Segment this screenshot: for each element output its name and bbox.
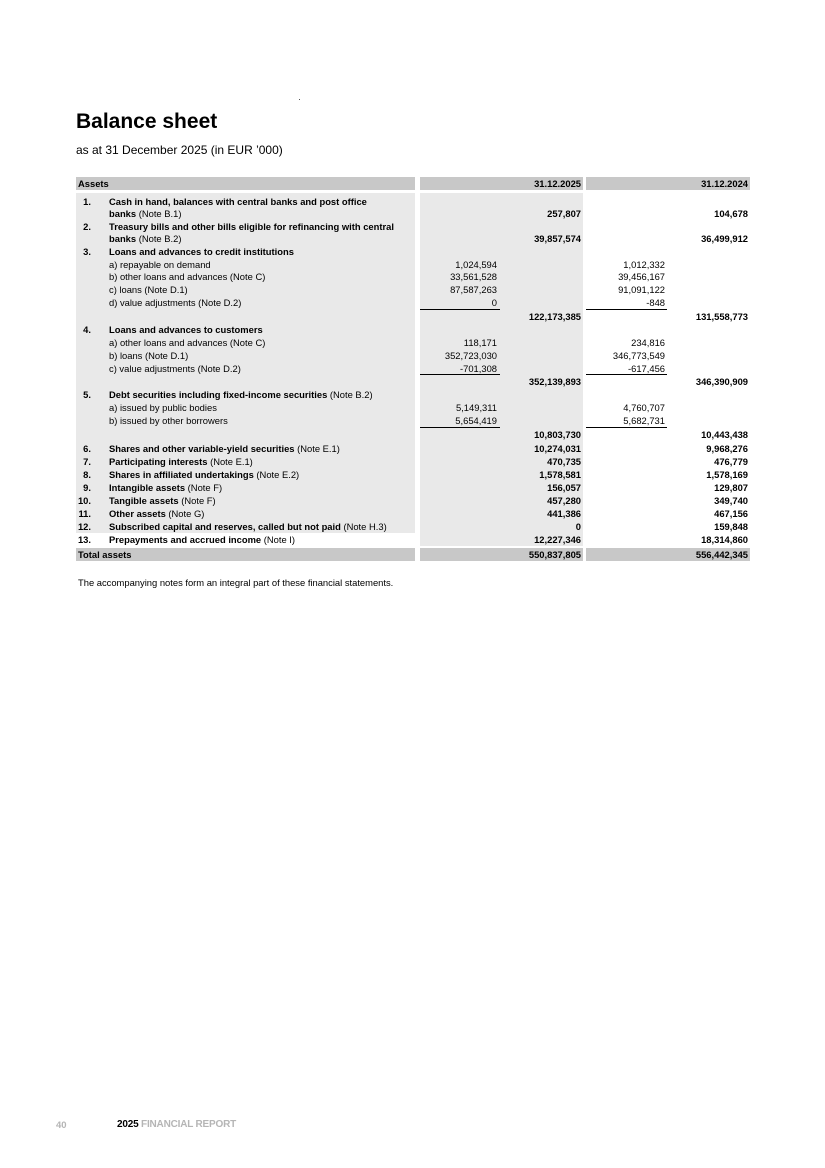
row-label <box>109 232 181 245</box>
row-label-bold: Shares in affiliated undertakings <box>109 469 254 480</box>
row-label-bold: banks <box>109 208 137 219</box>
table-row <box>76 442 750 455</box>
table-row <box>76 481 750 494</box>
detail-2025-cell: 87,587,263 <box>450 284 497 295</box>
total-assets-label: Total assets <box>78 549 132 560</box>
subtotal-underline <box>586 427 667 428</box>
table-row <box>76 414 750 427</box>
table-row <box>76 494 750 507</box>
row-label <box>109 520 387 533</box>
table-row <box>76 401 750 414</box>
row-number: 4. <box>83 324 91 335</box>
total-2024-cell: 129,807 <box>714 482 748 493</box>
row-label-bold: Tangible assets <box>109 495 179 506</box>
row-label-bold: Cash in hand, balances with central banks and post office <box>109 196 367 207</box>
report-name: FINANCIAL REPORT <box>141 1119 236 1130</box>
row-label-bold: Subscribed capital and reserves, called but not paid <box>109 521 341 532</box>
row-label-bold: Other assets <box>109 508 166 519</box>
row-label-bold: Loans and advances to credit institutions <box>109 246 294 257</box>
footnote: The accompanying notes form an integral part of these financial statements. <box>78 577 394 588</box>
detail-2024-cell: -848 <box>646 297 665 308</box>
total-2024-cell: 104,678 <box>714 208 748 219</box>
table-row <box>76 375 750 388</box>
detail-2025-cell: 0 <box>491 297 497 308</box>
row-label <box>109 349 188 362</box>
row-label-plain: a) repayable on demand <box>109 259 211 270</box>
row-label-plain: (Note F) <box>185 482 223 493</box>
row-number: 8. <box>83 469 91 480</box>
subtotal-underline <box>420 309 500 310</box>
row-number: 12. <box>77 521 91 532</box>
row-label-plain: (Note E.1) <box>207 456 253 467</box>
total-2024-cell: 18,314,860 <box>701 534 748 545</box>
detail-2024-cell: -617,456 <box>627 363 665 374</box>
row-label <box>109 245 294 258</box>
total-2025-cell: 457,280 <box>547 495 581 506</box>
row-label <box>109 442 340 455</box>
row-label <box>109 362 241 375</box>
col-2025-header <box>420 177 583 190</box>
total-2025-cell: 10,803,730 <box>534 429 581 440</box>
table-row <box>76 207 750 220</box>
subtotal-underline <box>420 374 500 375</box>
detail-2025-cell: 118,171 <box>463 337 497 348</box>
row-label-plain: (Note H.3) <box>340 521 387 532</box>
row-number: 2. <box>83 221 91 232</box>
row-label <box>109 388 373 401</box>
row-label <box>109 455 253 468</box>
col-2024-header-label: 31.12.2024 <box>701 178 748 189</box>
total-2025-cell: 156,057 <box>547 482 581 493</box>
stray-dot <box>299 99 300 100</box>
row-label-bold: Debt securities including fixed-income securities <box>109 389 328 400</box>
row-label-plain: a) issued by public bodies <box>109 402 217 413</box>
total-assets-2024-bar <box>586 548 750 561</box>
subtotal-underline <box>586 374 667 375</box>
row-label <box>109 533 295 546</box>
report-year: 2025 <box>117 1119 139 1130</box>
table-row <box>76 232 750 245</box>
row-label <box>109 494 216 507</box>
row-number: 13. <box>77 534 91 545</box>
row-label <box>109 323 263 336</box>
row-label <box>109 336 265 349</box>
row-number: 10. <box>77 495 91 506</box>
total-2024-cell: 131,558,773 <box>695 311 748 322</box>
detail-2024-cell: 1,012,332 <box>623 259 665 270</box>
table-row <box>76 388 750 401</box>
total-2025-cell: 352,139,893 <box>528 376 581 387</box>
page-subtitle: as at 31 December 2025 (in EUR ’000) <box>76 143 283 157</box>
row-label-plain: (Note G) <box>165 508 205 519</box>
row-label <box>109 296 241 309</box>
detail-2025-cell: 5,149,311 <box>455 402 497 413</box>
row-label-plain: (Note E.2) <box>253 469 300 480</box>
row-label-bold: Participating interests <box>109 456 208 467</box>
row-label <box>109 207 181 220</box>
row-label <box>109 481 222 494</box>
total-2025-cell: 10,274,031 <box>534 443 581 454</box>
row-label <box>109 414 228 427</box>
total-2024-cell: 346,390,909 <box>695 376 748 387</box>
assets-header <box>76 177 415 190</box>
col-2024-header <box>586 177 750 190</box>
total-2025-cell: 39,857,574 <box>534 233 581 244</box>
total-2025-cell: 12,227,346 <box>534 534 581 545</box>
row-label-plain: (Note B.2) <box>136 233 182 244</box>
row-number: 5. <box>83 389 91 400</box>
row-number: 11. <box>78 508 91 519</box>
row-label-plain: c) value adjustments (Note D.2) <box>109 363 241 374</box>
table-row <box>76 468 750 481</box>
row-label-plain: (Note F) <box>178 495 216 506</box>
row-number: 7. <box>83 456 91 467</box>
subtotal-underline <box>586 309 667 310</box>
total-2025-cell: 1,578,581 <box>539 469 581 480</box>
report-footer <box>117 1119 236 1130</box>
total-assets-2025-bar <box>420 548 583 561</box>
table-row <box>76 533 750 546</box>
row-label <box>109 468 299 481</box>
total-2024-cell: 36,499,912 <box>701 233 748 244</box>
row-label <box>109 401 217 414</box>
table-row <box>76 520 750 533</box>
row-label-plain: (Note B.1) <box>136 208 182 219</box>
table-row <box>76 323 750 336</box>
table-row <box>76 245 750 258</box>
row-number: 6. <box>83 443 91 454</box>
detail-2025-cell: 33,561,528 <box>450 271 497 282</box>
row-number: 9. <box>83 482 91 493</box>
row-label <box>109 270 265 283</box>
total-2024-cell: 1,578,169 <box>706 469 748 480</box>
row-label-bold: Loans and advances to customers <box>109 324 263 335</box>
total-2025-cell: 470,735 <box>547 456 581 467</box>
table-row <box>76 455 750 468</box>
row-label-bold: banks <box>109 233 137 244</box>
page-number: 40 <box>56 1120 67 1131</box>
row-label-plain: (Note E.1) <box>294 443 340 454</box>
total-assets-2024: 556,442,345 <box>695 549 748 560</box>
total-assets-2025: 550,837,805 <box>528 549 581 560</box>
detail-2024-cell: 234,816 <box>631 337 665 348</box>
row-label-plain: d) value adjustments (Note D.2) <box>109 297 242 308</box>
table-row <box>76 296 750 309</box>
row-label-bold: Treasury bills and other bills eligible for refinancing with central <box>109 221 394 232</box>
detail-2024-cell: 4,760,707 <box>623 402 665 413</box>
detail-2024-cell: 39,456,167 <box>618 271 665 282</box>
row-label-plain: c) loans (Note D.1) <box>109 284 188 295</box>
table-row <box>76 349 750 362</box>
row-label <box>109 507 204 520</box>
total-2024-cell: 9,968,276 <box>706 443 748 454</box>
row-label-bold: Shares and other variable-yield securities <box>109 443 295 454</box>
detail-2025-cell: -701,308 <box>459 363 497 374</box>
row-number: 3. <box>83 246 91 257</box>
assets-header-label: Assets <box>78 178 109 189</box>
row-number: 1. <box>83 196 91 207</box>
detail-2025-cell: 5,654,419 <box>455 415 497 426</box>
table-row <box>76 310 750 323</box>
total-assets-label-bar <box>76 548 415 561</box>
row-label-plain: b) loans (Note D.1) <box>109 350 189 361</box>
row-label-plain: (Note I) <box>261 534 296 545</box>
total-2024-cell: 10,443,438 <box>701 429 748 440</box>
total-2025-cell: 0 <box>575 521 581 532</box>
subtotal-underline <box>420 427 500 428</box>
detail-2025-cell: 352,723,030 <box>444 350 497 361</box>
row-label <box>109 283 188 296</box>
total-2025-cell: 441,386 <box>547 508 581 519</box>
detail-2025-cell: 1,024,594 <box>455 259 497 270</box>
detail-2024-cell: 91,091,122 <box>618 284 665 295</box>
row-label-plain: a) other loans and advances (Note C) <box>109 337 266 348</box>
row-label-plain: (Note B.2) <box>327 389 373 400</box>
total-2024-cell: 349,740 <box>714 495 748 506</box>
row-label-plain: b) issued by other borrowers <box>109 415 228 426</box>
table-row <box>76 428 750 441</box>
total-2024-cell: 159,848 <box>714 521 748 532</box>
col-2025-header-label: 31.12.2025 <box>534 178 581 189</box>
table-row <box>76 507 750 520</box>
row-label-plain: b) other loans and advances (Note C) <box>109 271 266 282</box>
detail-2024-cell: 5,682,731 <box>623 415 665 426</box>
table-row <box>76 336 750 349</box>
total-2025-cell: 122,173,385 <box>528 311 581 322</box>
detail-2024-cell: 346,773,549 <box>612 350 665 361</box>
total-2024-cell: 476,779 <box>714 456 748 467</box>
row-label-bold: Prepayments and accrued income <box>109 534 262 545</box>
row-label-bold: Intangible assets <box>109 482 186 493</box>
table-row <box>76 270 750 283</box>
total-2024-cell: 467,156 <box>714 508 748 519</box>
table-row <box>76 283 750 296</box>
page-title: Balance sheet <box>76 110 218 133</box>
total-2025-cell: 257,807 <box>547 208 581 219</box>
